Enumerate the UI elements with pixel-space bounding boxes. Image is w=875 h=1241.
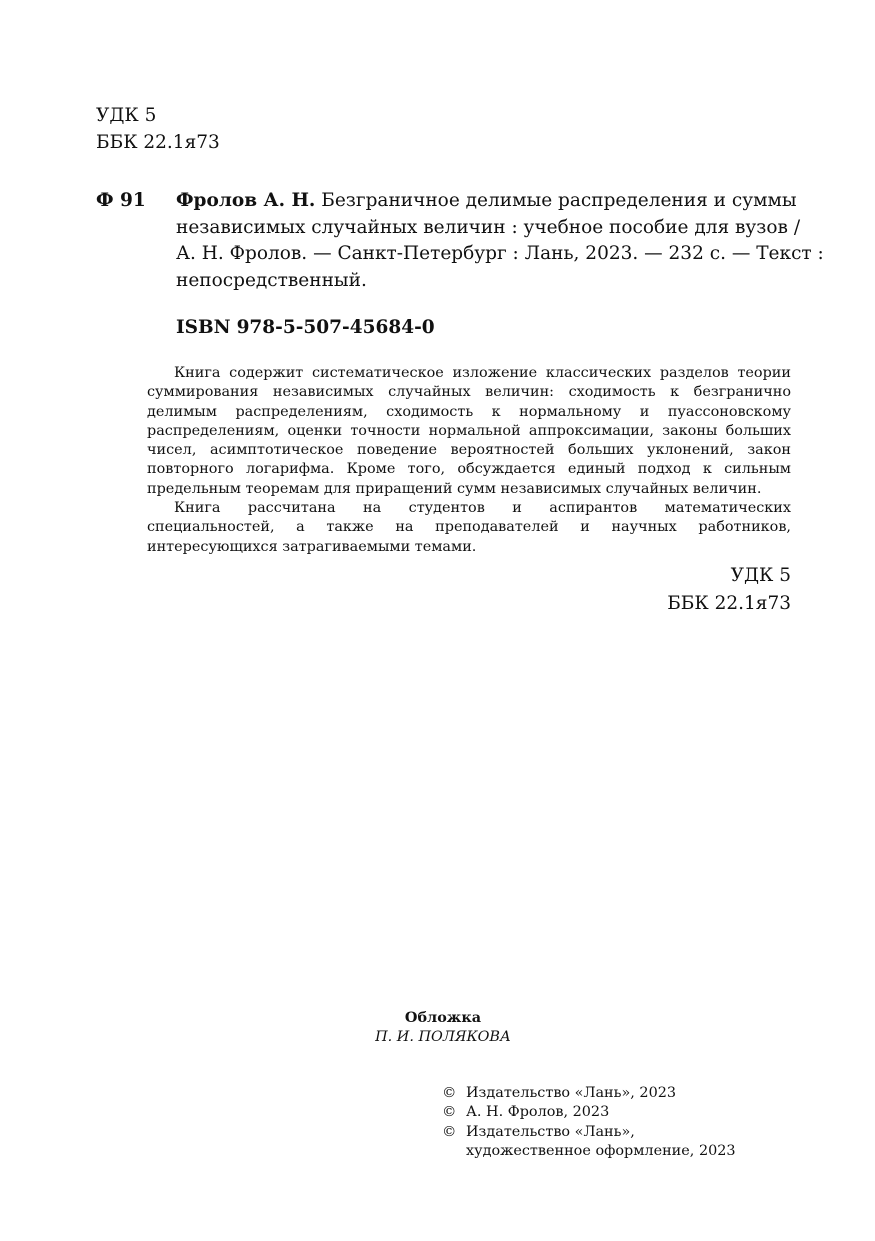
isbn-label: ISBN bbox=[176, 317, 231, 338]
biblio-line-4: непосредственный. bbox=[176, 269, 367, 291]
copyright-text: А. Н. Фролов, 2023 bbox=[466, 1104, 610, 1121]
annotation-line: чисел, асимптотическое поведение вероятностей больших уклонений, закон bbox=[147, 442, 791, 459]
copyright-icon: © bbox=[442, 1104, 457, 1121]
udk-code-bottom: УДК 5 bbox=[730, 565, 791, 586]
annotation-line: повторного логарифма. Кроме того, обсуждается единый подход к сильным bbox=[147, 461, 791, 478]
copyright-item bbox=[442, 1123, 736, 1142]
annotation-line: делимым распределениям, сходимость к нормальному и пуассоновскому bbox=[147, 403, 791, 420]
copyright-text: Издательство «Лань», bbox=[466, 1123, 635, 1140]
biblio-line-3: А. Н. Фролов. — Санкт-Петербург : Лань, 2023. — 232 с. — Текст : bbox=[176, 243, 824, 264]
annotation-line: специальностей, а также на преподавателей и научных работников, bbox=[147, 519, 791, 536]
copyright-continuation: художественное оформление, 2023 bbox=[466, 1142, 736, 1159]
annotation-line: интересующихся затрагиваемыми темами. bbox=[147, 538, 477, 555]
copyright-icon: © bbox=[442, 1085, 457, 1101]
cover-artist: П. И. ПОЛЯКОВА bbox=[375, 1029, 511, 1045]
isbn-line bbox=[176, 315, 435, 341]
title-part-1: Безграничное делимые распределения и суммы bbox=[321, 190, 797, 211]
annotation-line: Книга рассчитана на студентов и аспирантов математических bbox=[174, 500, 791, 517]
biblio-line-1 bbox=[176, 188, 797, 215]
author-mark: Ф 91 bbox=[96, 190, 146, 211]
bbk-code-top: ББК 22.1я73 bbox=[96, 132, 220, 153]
bibliographic-description bbox=[176, 188, 824, 294]
copyright-item bbox=[442, 1084, 736, 1103]
udk-code-top: УДК 5 bbox=[96, 105, 157, 126]
annotation-line: Книга содержит систематическое изложение классических разделов теории bbox=[174, 365, 791, 381]
copyright-block bbox=[442, 1084, 736, 1161]
annotation-line: распределениям, оценки точности нормальной аппроксимации, законы больших bbox=[147, 422, 791, 439]
annotation-line: предельным теоремам для приращений сумм независимых случайных величин. bbox=[147, 480, 762, 497]
cover-label: Обложка bbox=[404, 1009, 482, 1026]
author-name: Фролов А. Н. bbox=[176, 190, 316, 211]
bbk-code-bottom: ББК 22.1я73 bbox=[667, 593, 791, 614]
copyright-text: Издательство «Лань», 2023 bbox=[466, 1085, 677, 1101]
isbn-number: 978-5-507-45684-0 bbox=[236, 317, 435, 338]
annotation-line: суммирования независимых случайных величин: сходимость к безгранично bbox=[147, 384, 791, 401]
copyright-item bbox=[442, 1103, 736, 1122]
annotation bbox=[147, 364, 791, 557]
copyright-icon: © bbox=[442, 1123, 457, 1140]
biblio-line-2: независимых случайных величин : учебное пособие для вузов / bbox=[176, 216, 801, 238]
